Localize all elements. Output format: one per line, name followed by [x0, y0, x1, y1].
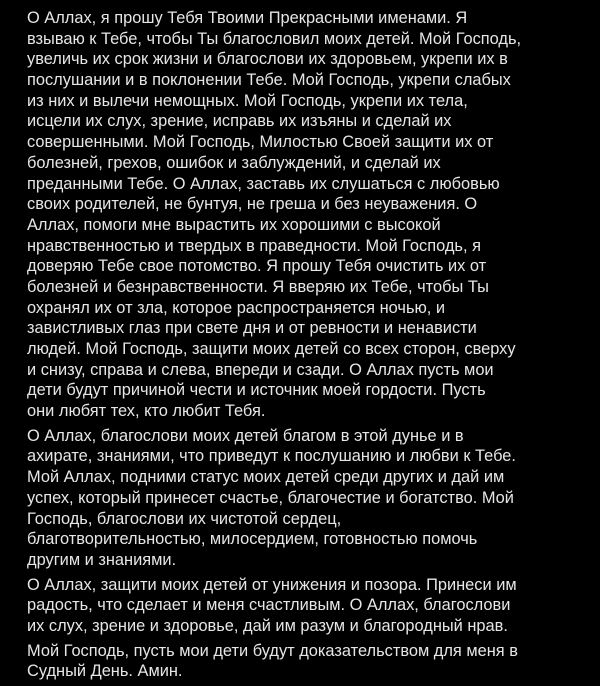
text-line: совершенными. Мой Господь, Милостью Своей защити их от [27, 133, 494, 152]
text-line: охранял их от зла, которое распространяется ночью, и [27, 298, 446, 317]
text-line: людей. Мой Господь, защити моих детей со всех сторон, сверху [27, 340, 516, 358]
paragraph [27, 575, 597, 637]
paragraph [27, 426, 597, 571]
text-line: из них и вылечи немощных. Мой Господь, укрепи их тела, [27, 91, 468, 110]
text-line: Судный День. Амин. [27, 662, 183, 681]
text-line: радость, что сделает и меня счастливым. О Аллах, благослови [27, 596, 511, 615]
text-line: Господь, благослови их чистотой сердец, [27, 509, 342, 528]
text-line: О Аллах, защити моих детей от унижения и позора. Принеси им [27, 575, 517, 594]
text-line: нравственностью и твердых в праведности. Мой Господь, я [27, 236, 481, 255]
text-line: их слух, зрение и здоровье, дай им разум и благородный нрав. [27, 616, 508, 635]
text-line: исцели их слух, зрение, исправь их изъяны и сделай их [27, 112, 452, 131]
text-line: послушании и в поклонении Тебе. Мой Господь, укрепи слабых [27, 71, 511, 90]
text-line: Аллах, помоги мне вырастить их хорошими с высокой [27, 215, 441, 234]
text-line: доверяю Тебе свое потомство. Я прошу Тебя очистить их от [27, 257, 487, 276]
text-line: успех, который принесет счастье, благочестие и богатство. Мой [27, 488, 514, 507]
text-line: О Аллах, благослови моих детей благом в этой дунье и в [27, 426, 464, 445]
text-line: завистливых глаз при свете дня и от ревности и ненависти [27, 319, 477, 338]
text-line: Мой Аллах, подними статус моих детей среди других и дай им [27, 468, 505, 487]
text-line: своих родителей, не бунтуя, не греша и без неуважения. О [27, 195, 478, 214]
text-line: взываю к Тебе, чтобы Ты благословил моих детей. Мой Господь, [27, 29, 522, 48]
text-line: они любят тех, кто любит Тебя. [27, 402, 266, 421]
paragraph [27, 641, 597, 682]
text-line: ахирате, знаниями, что приведут к послушанию и любви к Тебе. [27, 447, 516, 466]
text-line: преданными Тебе. О Аллах, заставь их слушаться с любовью [27, 174, 500, 193]
text-line: О Аллах, я прошу Тебя Твоими Прекрасными именами. Я [27, 9, 468, 27]
text-line: Мой Господь, пусть мои дети будут доказательством для меня в [27, 641, 518, 660]
text-line: дети будут причиной чести и источник моей гордости. Пусть [27, 381, 486, 400]
text-line: увеличь их срок жизни и благослови их здоровьем, укрепи их в [27, 50, 508, 69]
text-line: и снизу, справа и слева, впереди и сзади. О Аллах пусть мои [27, 360, 494, 379]
text-line: болезней, грехов, ошибок и заблуждений, и сделай их [27, 153, 441, 172]
text-line: другим и знаниями. [27, 550, 177, 569]
text-line: благотворительностью, милосердием, готовностью помочь [27, 530, 478, 549]
paragraph [27, 8, 597, 422]
text-line: болезней и безнравственности. Я вверяю их Тебе, чтобы Ты [27, 277, 489, 296]
prayer-text [27, 8, 597, 686]
